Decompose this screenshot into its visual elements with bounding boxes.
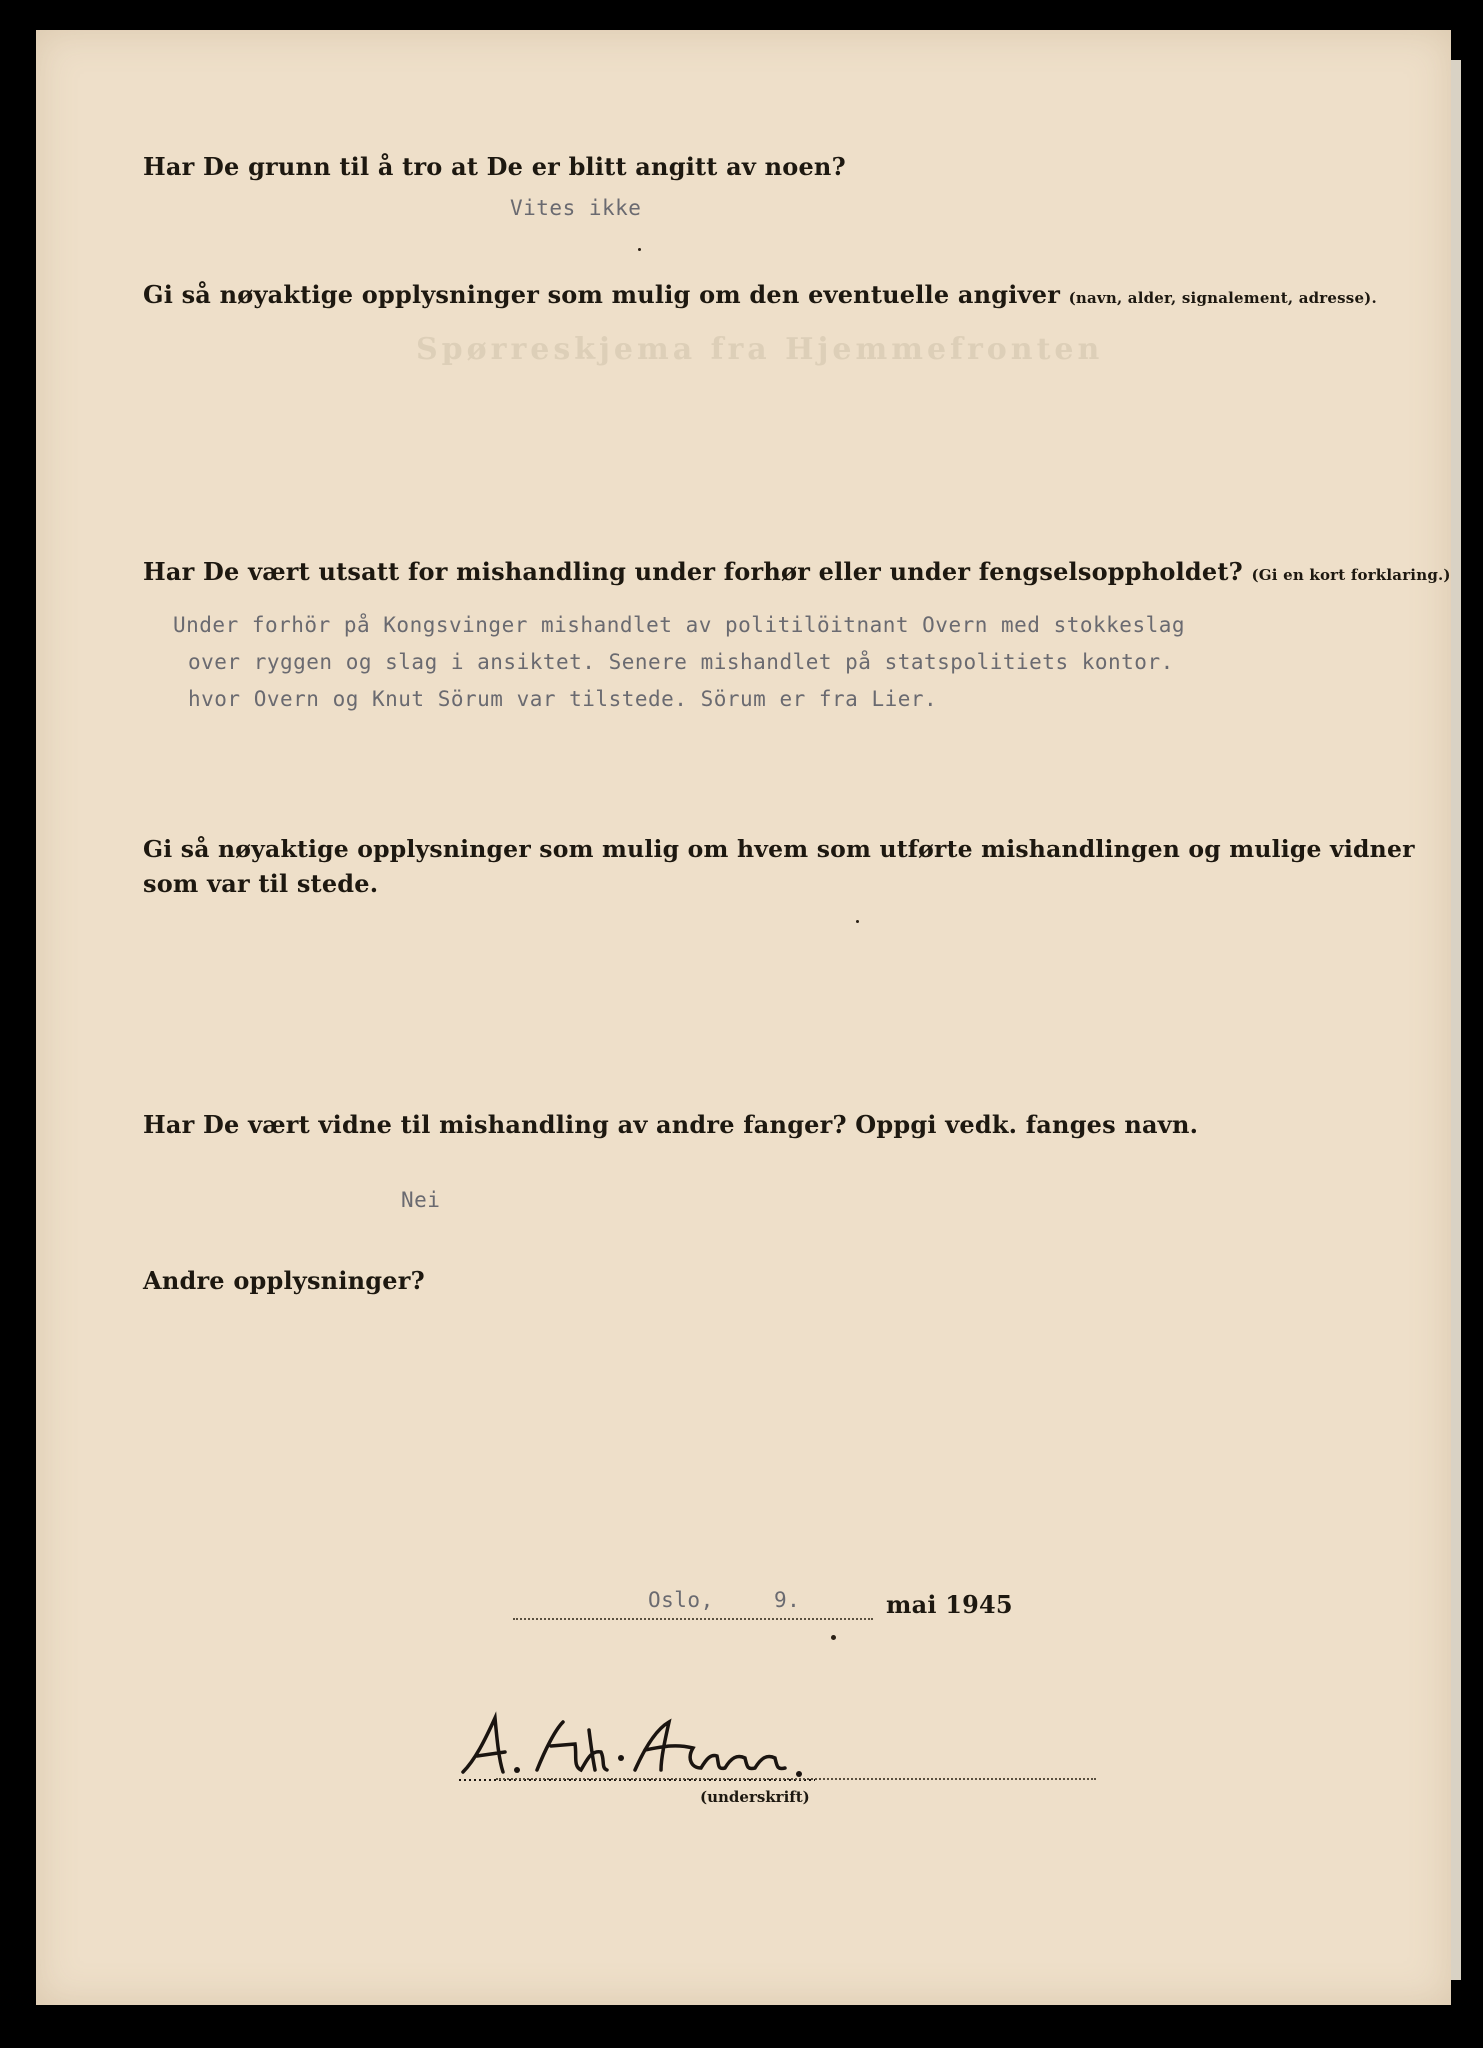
ink-speck: [638, 248, 641, 251]
signature-image: [455, 1700, 855, 1790]
ink-speck: [856, 920, 859, 923]
question-3-main: Har De vært utsatt for mishandling under forhør eller under fengselsoppholdet?: [143, 557, 1243, 586]
question-2-note: (navn, alder, signalement, adresse).: [1068, 289, 1377, 307]
question-6: Andre opplysninger?: [143, 1266, 425, 1295]
date-dotted-line: [513, 1618, 873, 1620]
ink-speck: [831, 1635, 836, 1640]
question-4-line-2: som var til stede.: [143, 869, 379, 898]
answer-3-line-2: over ryggen og slag i ansiktet. Senere mishandlet på statspolitiets kontor.: [188, 650, 1174, 674]
question-3: [143, 557, 1451, 586]
question-5: Har De vært vidne til mishandling av andre fanger? Oppgi vedk. fanges navn.: [143, 1110, 1199, 1139]
date-place: Oslo,: [648, 1588, 714, 1612]
signature-dotted-line: [496, 1778, 1096, 1780]
answer-3-line-1: Under forhör på Kongsvinger mishandlet av politilöitnant Overn med stokkeslag: [173, 613, 1186, 637]
question-1: Har De grunn til å tro at De er blitt angitt av noen?: [143, 152, 846, 181]
page-edge: [1451, 60, 1461, 1980]
signature-label: (underskrift): [700, 1788, 810, 1806]
bleed-through-heading: Spørreskjema fra Hjemmefronten: [416, 332, 1104, 367]
date-month-year: mai 1945: [886, 1590, 1013, 1619]
date-day: 9.: [774, 1588, 801, 1612]
answer-5: Nei: [401, 1188, 441, 1212]
question-4-line-1: Gi så nøyaktige opplysninger som mulig om hvem som utførte mishandlingen og mulige vidner: [143, 835, 1415, 863]
question-3-note: (Gi en kort forklaring.): [1251, 566, 1451, 584]
question-2: [143, 280, 1377, 309]
answer-3-line-3: hvor Overn og Knut Sörum var tilstede. Sörum er fra Lier.: [188, 687, 938, 711]
question-2-main: Gi så nøyaktige opplysninger som mulig om den eventuelle angiver: [143, 280, 1061, 309]
answer-1: Vites ikke: [510, 196, 642, 220]
document-page: [36, 30, 1451, 2005]
